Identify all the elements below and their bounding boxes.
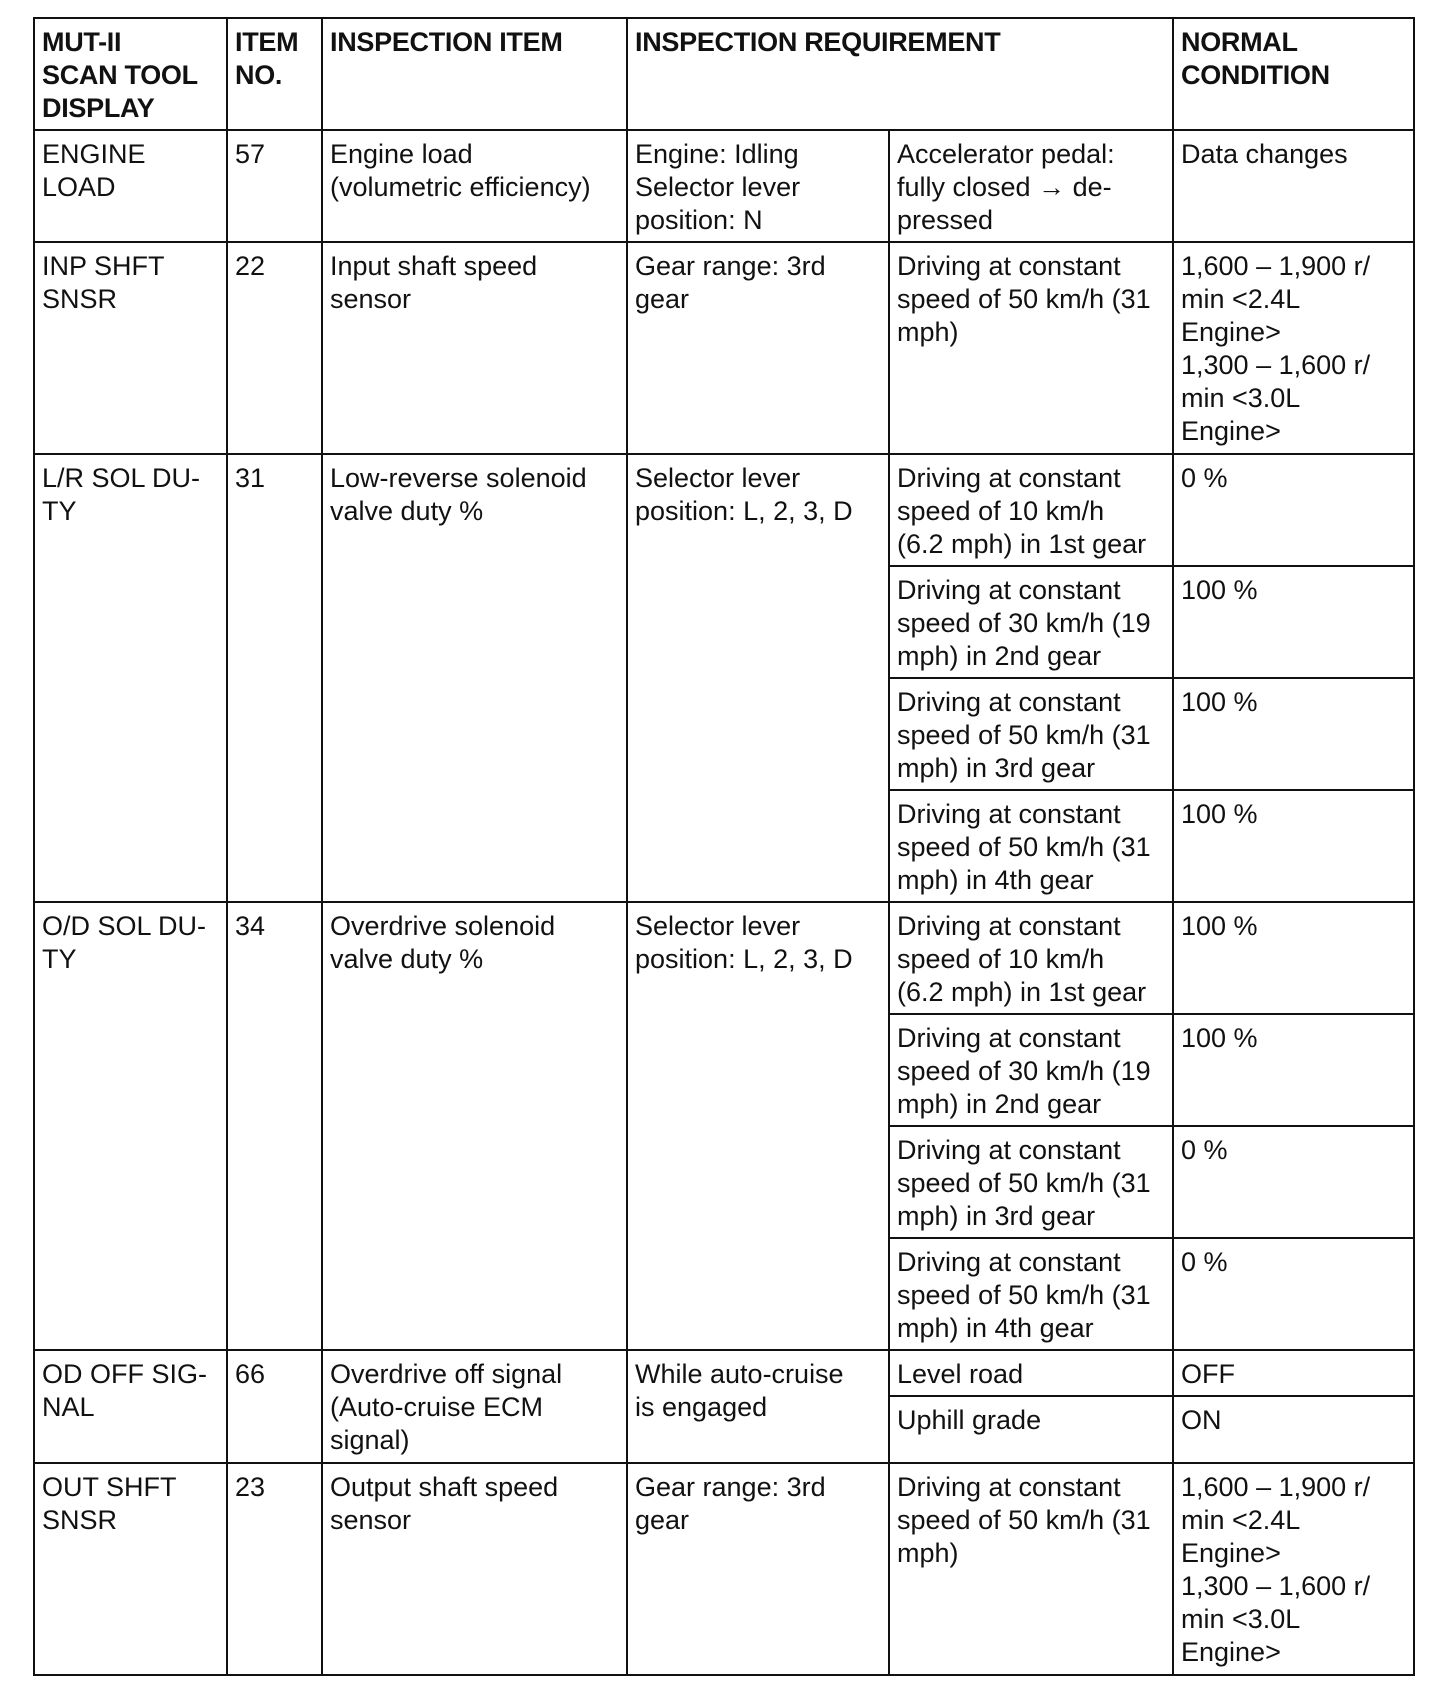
cell-normal-condition: Data changes [1173, 130, 1414, 242]
cell-requirement: Engine: Idling Selector lever position: N [627, 130, 889, 242]
cell-normal-condition: 100 % [1173, 902, 1414, 1014]
cell-requirement: Gear range: 3rd gear [627, 242, 889, 454]
cell-condition: Driving at constant speed of 30 km/h (19 mph) in 2nd gear [889, 1014, 1173, 1126]
cell-display: INP SHFT SNSR [34, 242, 227, 454]
cell-inspection-item: Input shaft speed sensor [322, 242, 627, 454]
header-normal-condition: NORMAL CONDITION [1173, 18, 1414, 130]
cell-normal-condition: 0 % [1173, 1238, 1414, 1350]
header-inspection-item: INSPECTION ITEM [322, 18, 627, 130]
cell-condition: Driving at constant speed of 50 km/h (31 mph) in 3rd gear [889, 678, 1173, 790]
cell-normal-condition: OFF [1173, 1350, 1414, 1396]
cell-normal-condition: 100 % [1173, 566, 1414, 678]
cell-normal-condition: 100 % [1173, 790, 1414, 902]
cell-condition: Driving at constant speed of 50 km/h (31 mph) in 4th gear [889, 1238, 1173, 1350]
inspection-table [33, 17, 1415, 1676]
cell-condition: Driving at constant speed of 10 km/h (6.2 mph) in 1st gear [889, 454, 1173, 566]
cell-item-no: 34 [227, 902, 322, 1350]
cell-display: O/D SOL DU- TY [34, 902, 227, 1350]
cell-requirement: While auto-cruise is engaged [627, 1350, 889, 1463]
cell-condition: Level road [889, 1350, 1173, 1396]
cell-condition: Driving at constant speed of 10 km/h (6.2 mph) in 1st gear [889, 902, 1173, 1014]
cell-condition: Driving at constant speed of 50 km/h (31 mph) in 4th gear [889, 790, 1173, 902]
cell-display: OUT SHFT SNSR [34, 1463, 227, 1675]
cell-inspection-item: Output shaft speed sensor [322, 1463, 627, 1675]
cell-item-no: 66 [227, 1350, 322, 1463]
cell-normal-condition: 0 % [1173, 454, 1414, 566]
table-row-inp-shft-snsr [34, 242, 1414, 454]
cell-item-no: 23 [227, 1463, 322, 1675]
cell-normal-condition: 0 % [1173, 1126, 1414, 1238]
cell-requirement: Gear range: 3rd gear [627, 1463, 889, 1675]
cell-condition: Driving at constant speed of 50 km/h (31 mph) [889, 242, 1173, 454]
cell-item-no: 57 [227, 130, 322, 242]
cell-item-no: 22 [227, 242, 322, 454]
cell-display: ENGINE LOAD [34, 130, 227, 242]
cell-normal-condition: ON [1173, 1396, 1414, 1463]
header-scan-tool-display: MUT-II SCAN TOOL DISPLAY [34, 18, 227, 130]
header-item-no: ITEM NO. [227, 18, 322, 130]
cell-normal-condition: 100 % [1173, 1014, 1414, 1126]
table-row-od-off-signal [34, 1350, 1414, 1396]
header-inspection-requirement: INSPECTION REQUIREMENT [627, 18, 1173, 130]
cell-requirement: Selector lever position: L, 2, 3, D [627, 454, 889, 902]
cell-normal-condition: 100 % [1173, 678, 1414, 790]
cell-condition: Accelerator pedal: fully closed → de- pressed [889, 130, 1173, 242]
cell-condition: Uphill grade [889, 1396, 1173, 1463]
cell-normal-condition: 1,600 – 1,900 r/ min <2.4L Engine> 1,300 – 1,600 r/ min <3.0L Engine> [1173, 1463, 1414, 1675]
table-row-engine-load [34, 130, 1414, 242]
table-row-out-shft-snsr [34, 1463, 1414, 1675]
cell-requirement: Selector lever position: L, 2, 3, D [627, 902, 889, 1350]
cell-normal-condition: 1,600 – 1,900 r/ min <2.4L Engine> 1,300 – 1,600 r/ min <3.0L Engine> [1173, 242, 1414, 454]
cell-inspection-item: Engine load (volumetric efficiency) [322, 130, 627, 242]
cell-item-no: 31 [227, 454, 322, 902]
cell-condition: Driving at constant speed of 50 km/h (31 mph) [889, 1463, 1173, 1675]
cell-inspection-item: Overdrive off signal (Auto-cruise ECM signal) [322, 1350, 627, 1463]
header-row [34, 18, 1414, 130]
cell-inspection-item: Overdrive solenoid valve duty % [322, 902, 627, 1350]
table-row-lr-sol-duty [34, 454, 1414, 566]
cell-display: OD OFF SIG- NAL [34, 1350, 227, 1463]
cell-display: L/R SOL DU- TY [34, 454, 227, 902]
table-row-od-sol-duty [34, 902, 1414, 1014]
cell-condition: Driving at constant speed of 30 km/h (19 mph) in 2nd gear [889, 566, 1173, 678]
cell-condition: Driving at constant speed of 50 km/h (31 mph) in 3rd gear [889, 1126, 1173, 1238]
cell-inspection-item: Low-reverse solenoid valve duty % [322, 454, 627, 902]
